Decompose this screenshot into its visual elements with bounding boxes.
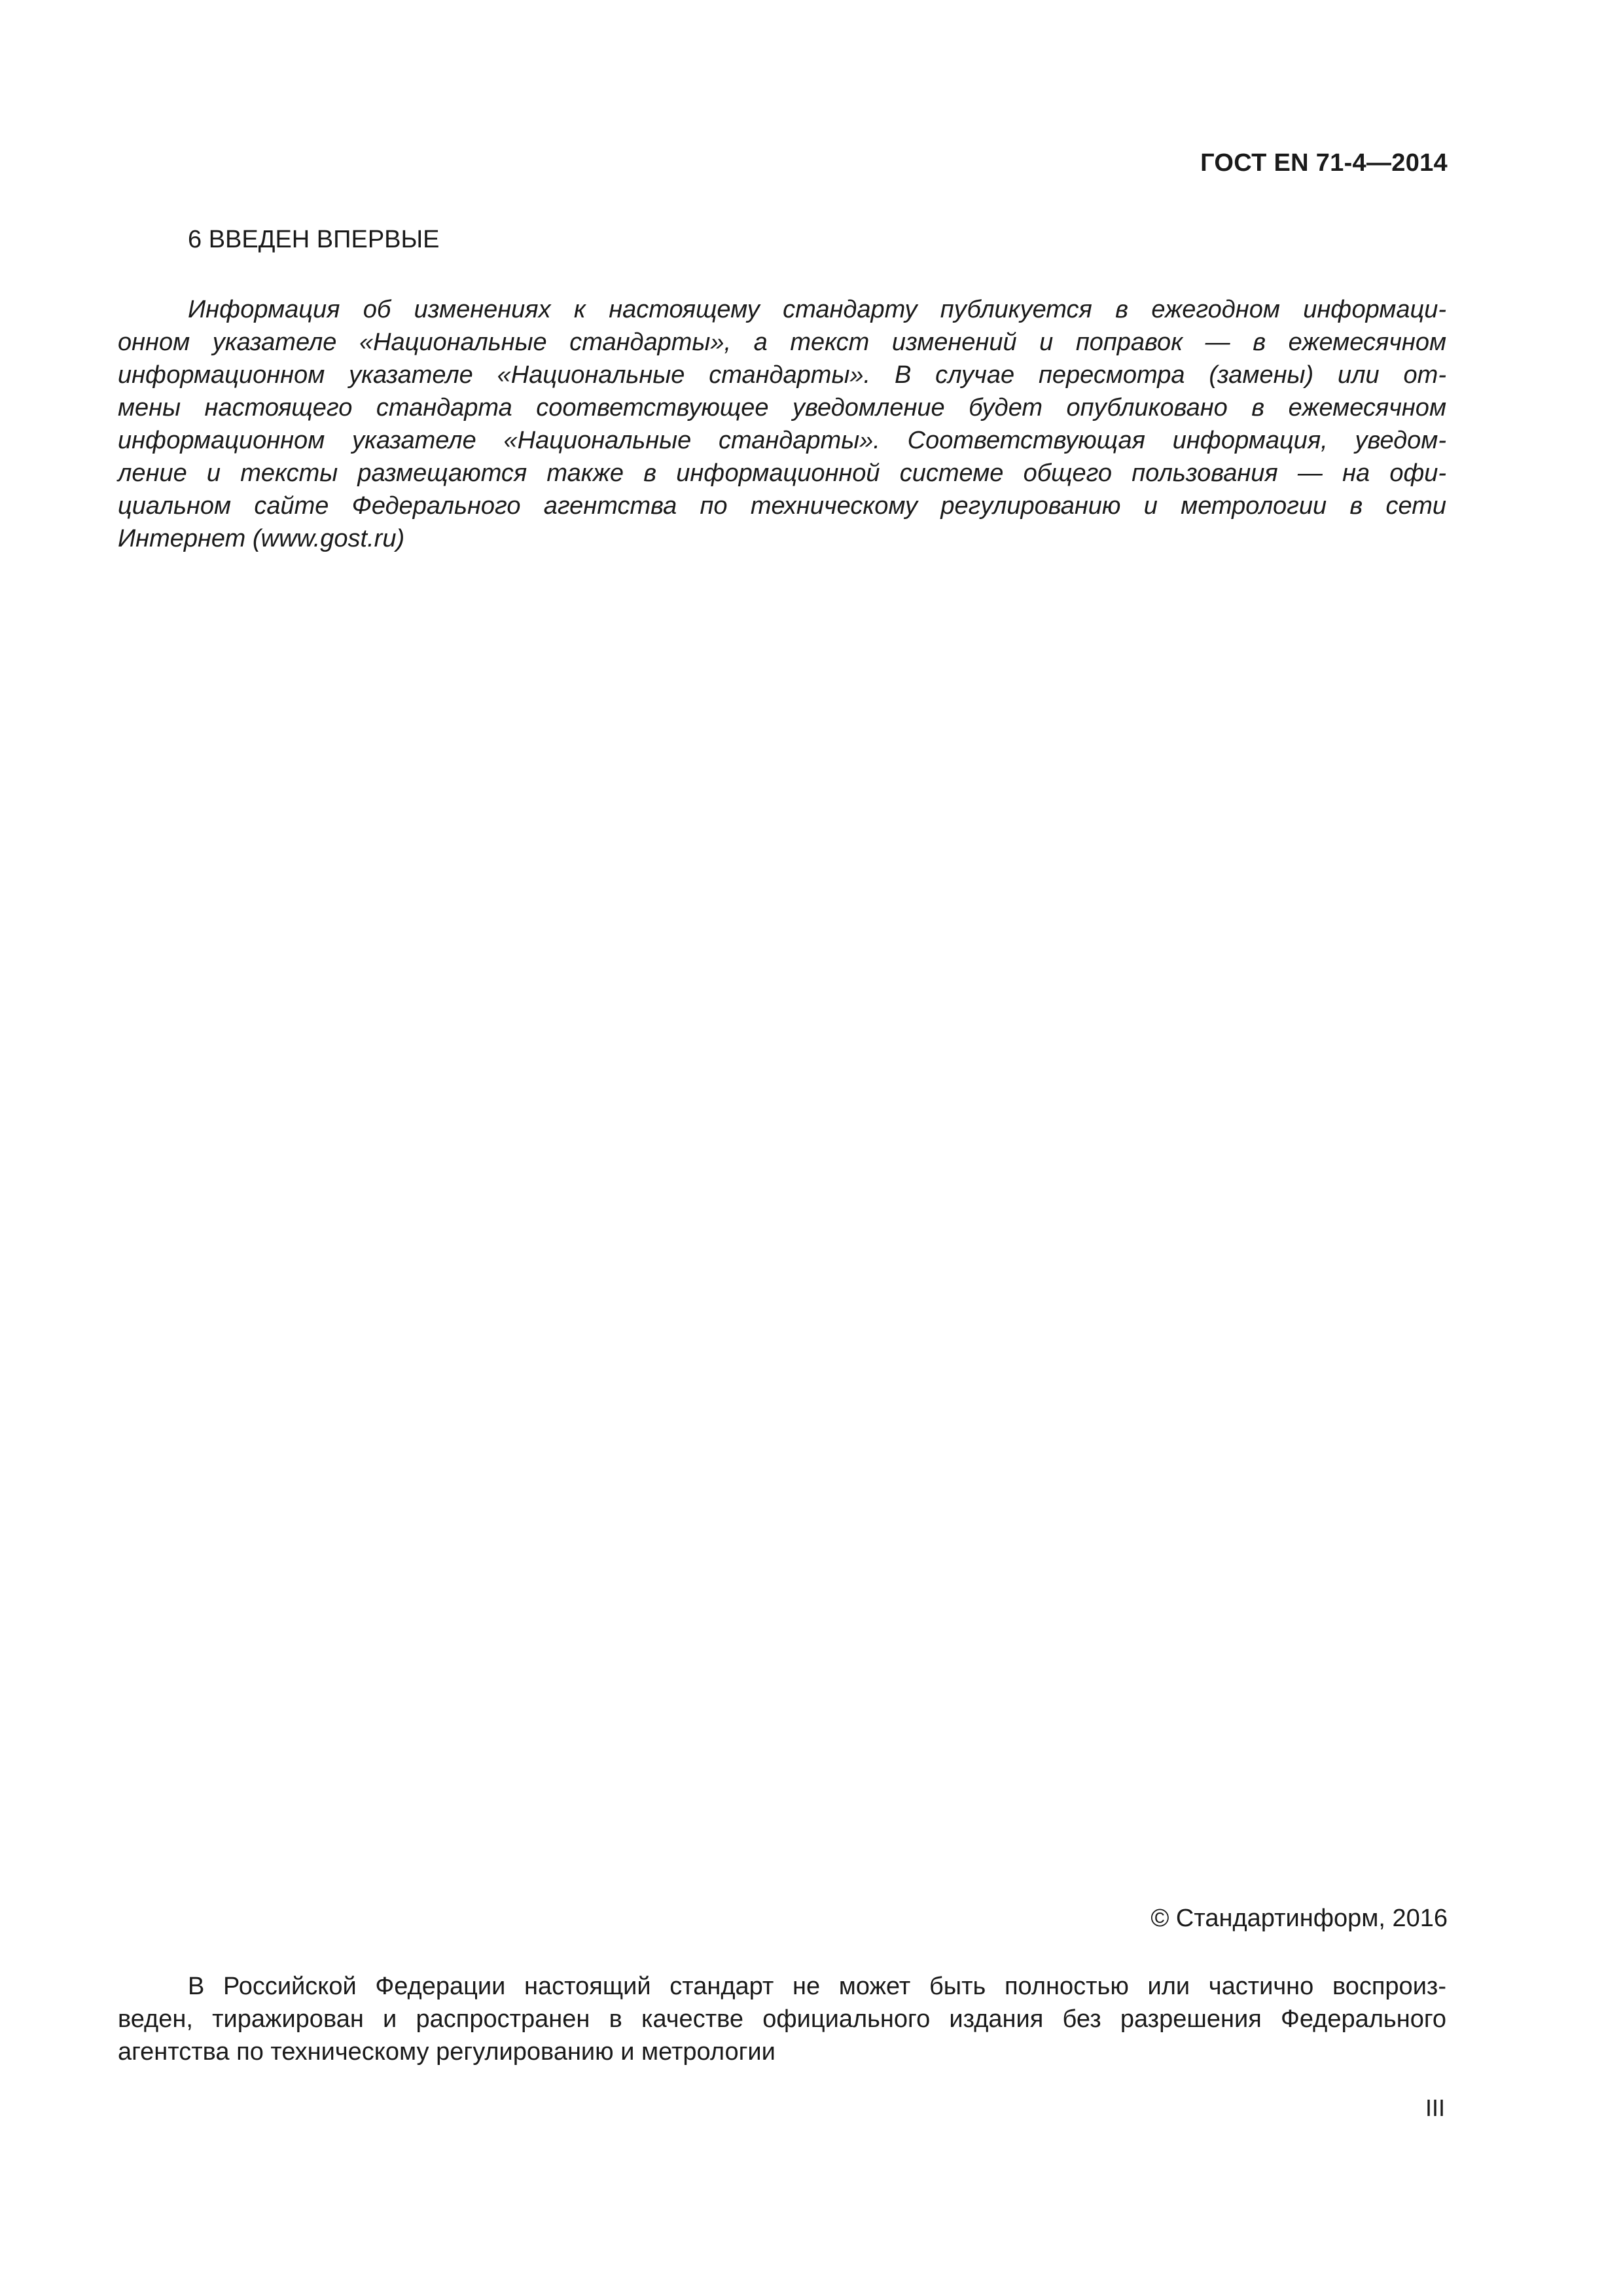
paragraph-line: мены настоящего стандарта соответствующее уведомление будет опубликовано в ежемесячном: [118, 394, 1446, 422]
paragraph-line: Интернет (www.gost.ru): [118, 525, 405, 552]
paragraph-line: онном указателе «Национальные стандарты», а текст изменений и поправок — в ежемесячном: [118, 329, 1446, 356]
reproduction-notice-paragraph: [118, 1970, 1446, 2068]
paragraph-line: Информация об изменениях к настоящему стандарту публикуется в ежегодном информаци-: [188, 296, 1446, 323]
document-code: ГОСТ EN 71-4—2014: [1200, 149, 1448, 177]
page-number: III: [1425, 2094, 1445, 2121]
paragraph-line: информационном указателе «Национальные стандарты». В случае пересмотра (замены) или от-: [118, 361, 1446, 389]
paragraph-line: циальном сайте Федерального агентства по техническому регулированию и метрологии в сети: [118, 492, 1446, 520]
paragraph-line: В Российской Федерации настоящий стандарт не может быть полностью или частично воспроиз-: [188, 1973, 1446, 2000]
paragraph-line: ление и тексты размещаются также в информационной системе общего пользования — на офи-: [118, 459, 1446, 487]
amendments-info-paragraph: [118, 293, 1446, 555]
copyright-notice: © Стандартинформ, 2016: [1150, 1905, 1448, 1932]
paragraph-line: информационном указателе «Национальные стандарты». Соответствующая информация, уведом-: [118, 427, 1446, 454]
paragraph-line: агентства по техническому регулированию и метрологии: [118, 2038, 776, 2066]
section-item-introduced-first-time: 6 ВВЕДЕН ВПЕРВЫЕ: [188, 226, 440, 253]
paragraph-line: веден, тиражирован и распространен в качестве официального издания без разрешения Федерального: [118, 2005, 1446, 2033]
